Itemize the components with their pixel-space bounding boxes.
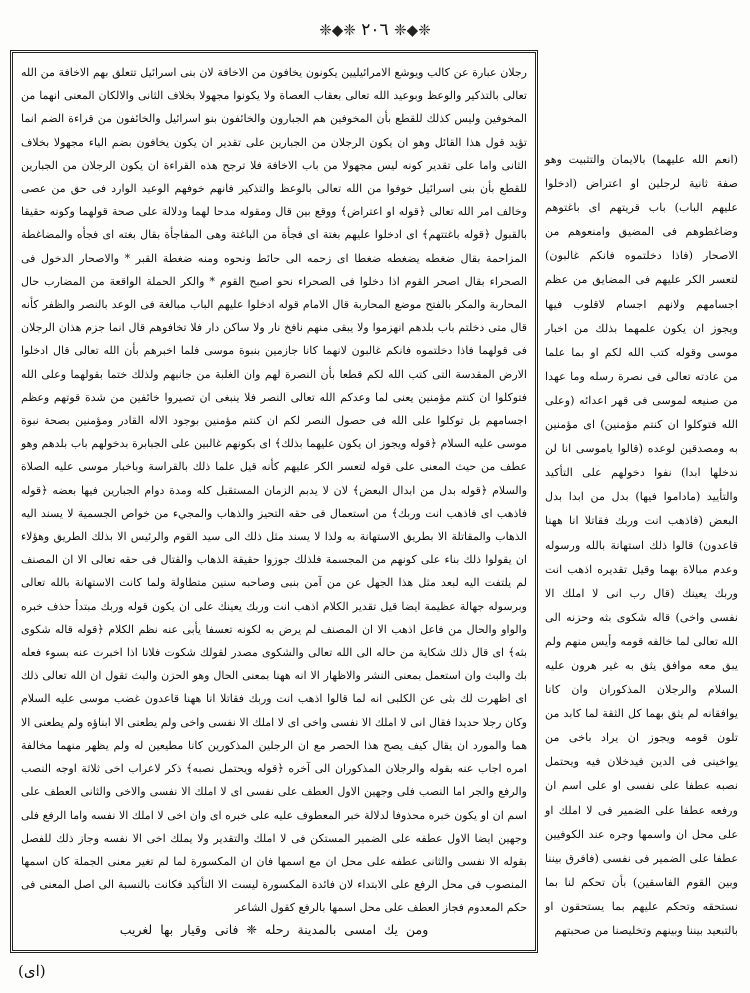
catchword: (اى): [18, 962, 46, 980]
main-commentary: [21, 61, 527, 920]
left-ornament: ❈◆❈: [319, 21, 356, 39]
margin-commentary: [545, 148, 738, 943]
margin-paragraph: (انعم الله عليهما) بالايمان والتثبيت وهو صفة ثانية لرجلين او اعتراض (ادخلوا عليهم الباب) باب قريتهم اى باغتوهم وضاغطوهم فى المضيق وامنعوهم من الاصحار (فاذا دخلتموه فانكم غالبون) لتعسر الكر عليهم فى المضايق من عظم اجسامهم ولانهم اجسام لاقلوب فيها ويجوز ان يكون علمهما بذلك من اخبار موسى وقوله كتب الله لكم او بما علما من عادته تعالى فى نصرة رسله وما عهدا من صنيعه لموسى فى قهر اعدائه (وعلى الله فتوكلوا ان كنتم مؤمنين) اى مؤمنين به ومصدقين لوعده (قالوا ياموسى انا لن ندخلها ابدا) نفوا دخولهم على التأكيد والتأييد (ماداموا فيها) بدل من ابدا بدل البعض (فاذهب انت وربك فقاتلا انا ههنا قاعدون) قالوا ذلك استهانة بالله ورسوله وعدم مبالاة بهما وقيل تقديره اذهب انت وربك يعينك (قال رب انى لا املك الا نفسى واخى) قاله شكوى بثه وحزنه الى الله تعالى لما خالفه قومه وأيس منهم ولم يبق معه موافق يثق به غير هرون عليه السلام والرجلان المذكوران وان كانا يوافقانه لم يثق بهما كل الثقة لما كابد من تلون قومه ويجوز ان يراد باخى من يواخينى فى الدين فيدخلان فيه ويحتمل نصبه عطفا على نفسى او على اسم ان ورفعه عطفا على الضمير فى لا املك او على محل ان واسمها وجره عند الكوفيين عطفا على الضمير فى نفسى (فافرق بيننا وبين القوم الفاسقين) بأن تحكم لنا بما نستحقه وتحكم عليهم بما يستحقون او بالتبعيد بيننا وبينهم وتخليصنا من صحبتهم: [545, 153, 738, 937]
main-text-frame: [10, 50, 538, 953]
main-paragraph: رجلان عبارة عن كالب ويوشع الامرائيليين يكونون يخافون من الاخافة لان بنى اسرائيل تتعلق بهم الاخافة من الله تعالى بالتذكير والوعظ وبوعيد الله تعالى بعقاب العصاة ولا يكونوا مجهولا بخلاف الثانى والالكان المعنى انهما من المخوفين وليس كذلك للقطع بأن المخوفين هم الجبارون والخائفون بنو اسرائيل والخائفون من قراءة الضم انما تؤيد قول هذا القائل وهو ان يكون الرجلان من الجبارين على تقدير ان يكون يخافون بضم الياء مجهولا بخلاف الثانى واما على تقدير كونه ليس مجهولا من باب الاخافة فلا ترجح هذه القراءة ان يكون الرجلان من الجبارين للقطع بأن بنى اسرائيل خوفوا من الله تعالى بالوعظ والتذكير فانهم خوفهم الوعيد الوارد فى حق من عصى وخالف امر الله تعالى ﴿قوله او اعتراض﴾ ووقع بين قال ومقوله مدحا لهما ودلالة على صحة قولهما وكونه حقيقا بالقبول ﴿قوله باغتتهم﴾ اى ادخلوا عليهم بغتة اى فجأة من الباغتة وهى المفاجأة بقال بغته اى فجأه والمضاغطة المزاحمة بقال ضغطه يضغطه ضغطا اى زحمه الى حائط ونحوه ومنه ضغطة القبر * والاصحار الدخول فى الصحراء بقال اصحر القوم اذا دخلوا فى الصحراء نحو اصبح القوم * والكر الحملة الواقعة من المضارب حال المحاربة والمكر بالفتح موضع المحاربة قال الامام قوله ادخلوا عليهم الباب مبالغة فى الوعد بالنصر والظفر كأنه قال متى دخلتم باب بلدهم انهزموا ولا يبقى منهم نافخ نار ولا ساكن دار فلا تخافوهم قال انما جزم هذان الرجلان فى قولهما فاذا دخلتموه فانكم غالبون لانهما كانا جازمين بنبوة موسى فلما اخبرهم بأن الله تعالى قال ادخلوا الارض المقدسة التى كتب الله لكم قطعا بأن النصرة لهم وان الغلبة من جانبهم ولذلك ختما بقولهما وعلى الله فتوكلوا ان كنتم مؤمنين يعنى لما وعدكم الله تعالى النصر فلا ينبغى ان تصيروا خائفين من شدة قوتهم وعظم اجسامهم بل توكلوا على الله فى حصول النصر لكم ان كنتم مؤمنين بوجود الاله القادر ومؤمنين بصحة نبوة موسى عليه السلام ﴿قوله ويجوز ان يكون عليهما بذلك﴾ اى بكونهم غالبين على الجبابرة بدخولهم باب بلدهم وهو عطف من حيث المعنى على قوله لتعسر الكر عليهم كأنه قيل علما ذلك بالقراسة وباخبار موسى عليه الصلاة والسلام ﴿قوله بدل من ابدال البعض﴾ لان لا يدبم الزمان المستقبل كله ومدة دوام الجبارين فيها بعضه ﴿قوله فاذهب اى فاذهب انت وربك﴾ من استعمال فى حقه التحيز والذهاب والمجيء من خواص الجسمية لا يسند اليه الذهاب والمقاتلة الا بطريق الاستهانة به ولذا لا يسند مثل ذلك الى سيد القوم والرئيس الا بذلك الطريق وهؤلاء ان يقولوا ذلك بناء على كونهم من المجسمة فلذلك جوزوا حقيقة الذهاب والقتال فى حقه تعالى الا ان المصنف لم يلتفت اليه لبعد مثل هذا الجهل عن من آمن بنبى وصاحبه سنين متطاولة ولما كانت الاستهانة بالله تعالى وبرسوله جهالة عظيمة ايضا قيل تقدير الكلام اذهب انت وربك يعينك على ان يكون قوله وربك مبتدأ حذف خبره والواو والحال من فاعل اذهب الا ان المصنف لم يرض به لكونه تعسفا يأبى عنه نظم الكلام ﴿قوله قاله شكوى بثه﴾ اى قال ذلك شكاية من حاله الى الله تعالى والشكوى مصدر لقولك شكوت فلانا اذا اخبرت عنه بسوء فعله بك والبث وان استعمل بمعنى النشر والاظهار الا انه ههنا بمعنى الحال وهو الحزن والبث تقول ان الله تعالى ذلك اى اظهرت لك بثى عن الكلبى انه لما قالوا اذهب انت وربك فقاتلا انا ههنا قاعدون غضب موسى عليه السلام وكان رجلا حديدا فقال انى لا املك الا نفسى واخى اى لا املك الا نفسى واخى ولم يطعنى الا ابناؤه ولم يطعنى الا هما والمورد ان يقال كيف يصح هذا الحصر مع ان الرجلين المذكورين كانا مطيعين له ولم يظهر منهما مخالفة امره اجاب عنه بقوله والرجلان المذكوران الى آخره ﴿قوله ويحتمل نصبه﴾ ذكر لاعراب اخى ثلاثة اوجه النصب والرفع والجر اما النصب فلى وجهين الاول العطف على نفسى اى لا املك الا نفسى والاخى والثانى العطف على اسم ان او يكون خبره محذوفا لدلالة خبر المعطوف عليه على خبره اى وان اخى لا املك الا نفسه واما الرفع فلى وجهين ايضا الاول عطفه على الضمير المستكن فى لا املك والتقدير ولا يملك اخى الا نفسه وجاز ذلك للفصل بقوله الا نفسى والثانى عطفه على محل ان مع اسمها فان ان المكسورة لما لم تغير معنى الجملة كان اسمها المنصوب فى محل الرفع على الابتداء لان فائدة المكسورة ليست الا التأكيد فكانت بالنسبة الى اصل المعنى فى حكم المعدوم فجاز العطف على محل اسمها بالرفع كقول الشاعر: [21, 66, 527, 915]
page-number: [0, 20, 750, 40]
poetry-verse: ومن يك امسى بالمدينة رحله ❈ فانى وقيار بها لغريب: [119, 921, 429, 937]
page-number-text: ٢٠٦: [361, 20, 389, 40]
right-ornament: ❈◆❈: [394, 21, 431, 39]
